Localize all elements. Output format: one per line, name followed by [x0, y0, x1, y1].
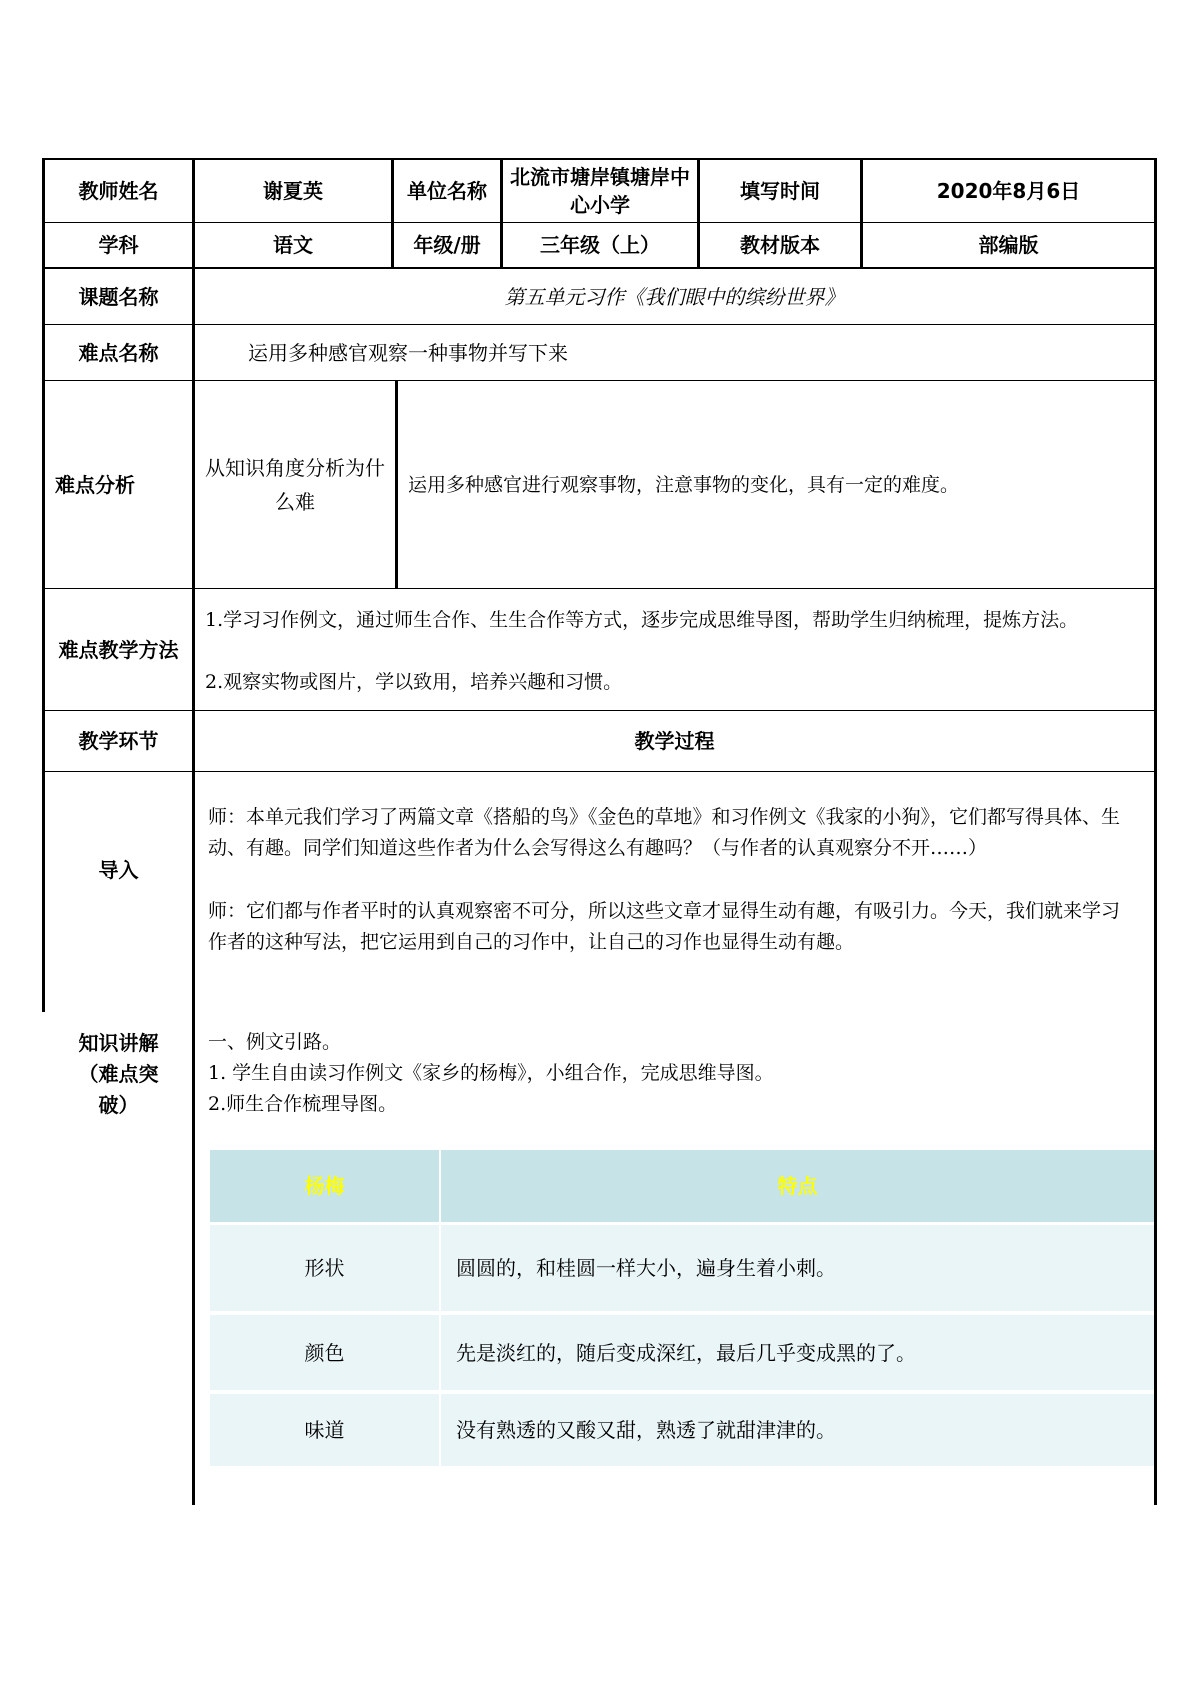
mindmap-row-2-detail: 先是淡红的，随后变成深红，最后几乎变成黑的了。	[456, 1340, 916, 1365]
intro-paragraph-2: 师：它们都与作者平时的认真观察密不可分，所以这些文章才显得生动有趣，有吸引力。今天，我们就来学习作者的这种写法，把它运用到自己的习作中，让自己的习作也显得生动有趣。	[208, 900, 1121, 953]
process-label: 教学环节	[78, 729, 159, 753]
intro-label: 导入	[98, 858, 139, 882]
mindmap-row-1-divider	[439, 1225, 441, 1311]
fill-date-label: 填写时间	[740, 179, 820, 203]
method-label: 难点教学方法	[58, 637, 179, 662]
mindmap-row-1-detail: 圆圆的，和桂圆一样大小，遍身生着小刺。	[456, 1256, 836, 1280]
mindmap-row-2-aspect: 颜色	[304, 1340, 345, 1365]
difficulty-label: 难点名称	[78, 340, 159, 365]
mindmap-col-2-header: 特点	[777, 1174, 818, 1198]
knowledge-label-line-2: （难点突	[78, 1062, 159, 1086]
knowledge-line-2: 1. 学生自由读习作例文《家乡的杨梅》，小组合作，完成思维导图。	[208, 1062, 774, 1084]
method-line-2: 2.观察实物或图片，学以致用，培养兴趣和习惯。	[205, 671, 623, 693]
row-divider-7	[42, 771, 1157, 772]
fill-date-value: 2020年8月6日	[936, 179, 1081, 203]
knowledge-line-1: 一、例文引路。	[208, 1031, 342, 1053]
mindmap-row-3-divider	[439, 1394, 441, 1466]
grade-value: 三年级（上）	[540, 233, 660, 257]
analysis-sub-label: 从知识角度分析为什么难	[205, 455, 385, 514]
mindmap-col-1-header: 杨梅	[304, 1174, 345, 1198]
analysis-divider	[395, 380, 398, 588]
unit-name-value: 北流市塘岸镇塘岸中心小学	[510, 165, 690, 217]
knowledge-line-3: 2.师生合作梳理导图。	[208, 1093, 398, 1115]
teacher-name-value: 谢夏英	[263, 179, 323, 203]
process-title: 教学过程	[634, 729, 715, 753]
edition-value: 部编版	[978, 233, 1039, 257]
subject-value: 语文	[273, 233, 313, 257]
mindmap-row-2-divider	[439, 1315, 441, 1390]
mindmap-row-1-aspect: 形状	[304, 1256, 345, 1280]
intro-paragraph-1: 师：本单元我们学习了两篇文章《搭船的鸟》《金色的草地》和习作例文《我家的小狗》，它们都写得具体、生动、有趣。同学们知道这些作者为什么会写得这么有趣吗？（与作者的认真观察分不开……）	[208, 806, 1121, 859]
knowledge-label-line-3: 破）	[98, 1093, 139, 1117]
topic-value: 第五单元习作《我们眼中的缤纷世界》	[504, 284, 845, 309]
row-divider-5	[42, 588, 1157, 589]
analysis-label: 难点分析	[55, 472, 135, 497]
unit-name-label: 单位名称	[407, 179, 487, 203]
topic-label: 课题名称	[78, 284, 159, 309]
analysis-value: 运用多种感官进行观察事物，注意事物的变化，具有一定的难度。	[408, 473, 960, 496]
mindmap-row-3-detail: 没有熟透的又酸又甜，熟透了就甜津津的。	[456, 1418, 836, 1442]
mindmap-row-3-aspect: 味道	[304, 1418, 345, 1442]
label-column-divider	[192, 158, 195, 1505]
teacher-name-label: 教师姓名	[78, 179, 159, 203]
edition-label: 教材版本	[740, 233, 820, 257]
grade-label: 年级/册	[413, 233, 481, 257]
subject-label: 学科	[98, 233, 139, 257]
table-border-right	[1154, 158, 1157, 1505]
difficulty-value: 运用多种感官观察一种事物并写下来	[248, 340, 568, 365]
method-line-1: 1.学习习作例文，通过师生合作、生生合作等方式，逐步完成思维导图，帮助学生归纳梳理，提炼方法。	[205, 609, 1079, 631]
knowledge-label-line-1: 知识讲解	[78, 1031, 159, 1055]
